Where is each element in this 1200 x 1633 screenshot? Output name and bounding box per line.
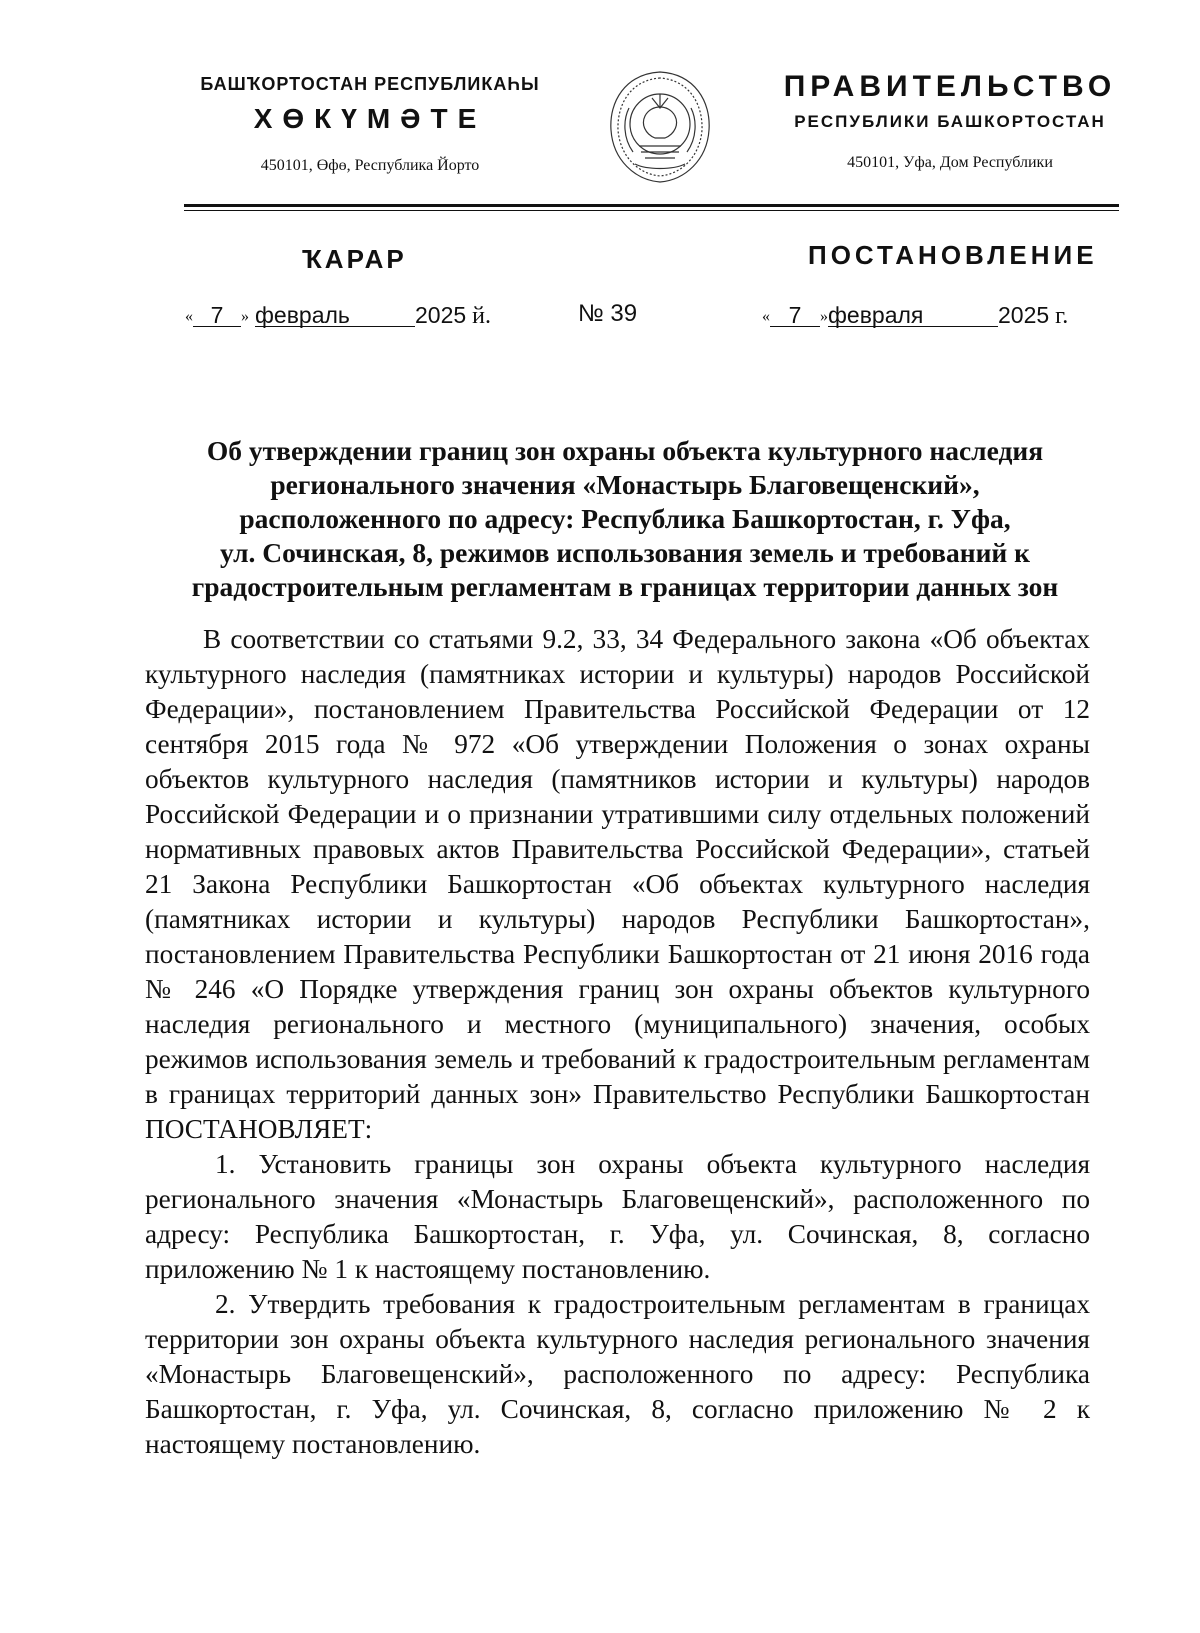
header-right-republic: РЕСПУБЛИКИ БАШКОРТОСТАН (794, 112, 1106, 131)
preamble-paragraph: В соответствии со статьями 9.2, 33, 34 Федерального закона «Об объектах культурного наследия (памятниках истории и культуры) народов Российской Федерации», постановлением Правительства Российской Федерации от 12 сентября 2015 года № 972 «Об утверждении Положения о зонах охраны объектов культурного наследия (памятников истории и культуры) народов Российской Федерации и о признании утратившими силу отдельных положений нормативных правовых актов Правительства Российской Федерации», статьей 21 Закона Республики Башкортостан «Об объектах культурного наследия (памятниках истории и культуры) народов Республики Башкортостан», постановлением Правительства Республики Башкортостан от 21 июня 2016 года № 246 «О Порядке утверждения границ зон охраны объектов культурного наследия регионального и местного (муниципального) значения, особых режимов использования земель и требований к градостроительным регламентам в границах территорий данных зон» Правительство Республики Башкортостан ПОСТАНОВЛЯЕТ: (145, 624, 1090, 1144)
date-right-year: 2025 (998, 302, 1050, 328)
title-line: регионального значения «Монастырь Благовещенский», (270, 469, 980, 500)
header-right-government: ПРАВИТЕЛЬСТВО (783, 70, 1117, 103)
header-right-address: 450101, Уфа, Дом Республики (847, 154, 1053, 171)
title-line: Об утверждении границ зон охраны объекта культурного наследия (206, 435, 1044, 466)
date-right-day: 7 (770, 304, 820, 327)
header-russian-block (770, 70, 1130, 172)
date-bashkir: « 7 » февраль 2025 й. (185, 302, 492, 329)
coat-of-arms-emblem-icon (605, 68, 715, 186)
date-russian: « 7 »февраля 2025 г. (762, 302, 1069, 329)
item-2-paragraph: 2. Утвердить требования к градостроительным регламентам в границах территории зон охраны объекта культурного наследия регионального значения «Монастырь Благовещенский», расположенного по адресу: Республика Башкортостан, г. Уфа, ул. Сочинская, 8, согласно приложению № 2 к настоящему постановлению. (145, 1289, 1090, 1459)
doc-kind-russian: ПОСТАНОВЛЕНИЕ (808, 240, 1098, 270)
date-left-suffix: й. (472, 303, 492, 329)
header-left-republic: БАШҠОРТОСТАН РЕСПУБЛИКАҺЫ (200, 74, 540, 94)
document-body (145, 622, 1090, 1462)
date-left-day: 7 (193, 304, 241, 327)
header-divider-thick (184, 204, 1119, 207)
header-left-government: ХӨКҮМӘТЕ (253, 103, 487, 134)
date-right-month: февраля (828, 304, 998, 327)
item-1-paragraph: 1. Установить границы зон охраны объекта культурного наследия регионального значения «Монастырь Благовещенский», расположенного по адресу: Республика Башкортостан, г. Уфа, ул. Сочинская, 8, согласно приложению № 1 к настоящему постановлению. (145, 1149, 1090, 1284)
title-line: градостроительным регламентам в границах территории данных зон (191, 571, 1059, 602)
date-left-month: февраль (255, 304, 415, 327)
header-divider-thin (184, 210, 1119, 211)
document-title (150, 434, 1100, 604)
date-left-year: 2025 (415, 302, 467, 328)
document-number: № 39 (578, 300, 638, 327)
date-right-suffix: г. (1055, 303, 1069, 329)
doc-kind-bashkir: ҠАРАР (302, 244, 407, 274)
title-line: ул. Сочинская, 8, режимов использования земель и требований к (220, 537, 1030, 568)
title-line: расположенного по адресу: Республика Башкортостан, г. Уфа, (239, 503, 1011, 534)
header-bashkir-block (170, 74, 570, 175)
header-left-address: 450101, Өфө, Республика Йорто (260, 157, 480, 174)
